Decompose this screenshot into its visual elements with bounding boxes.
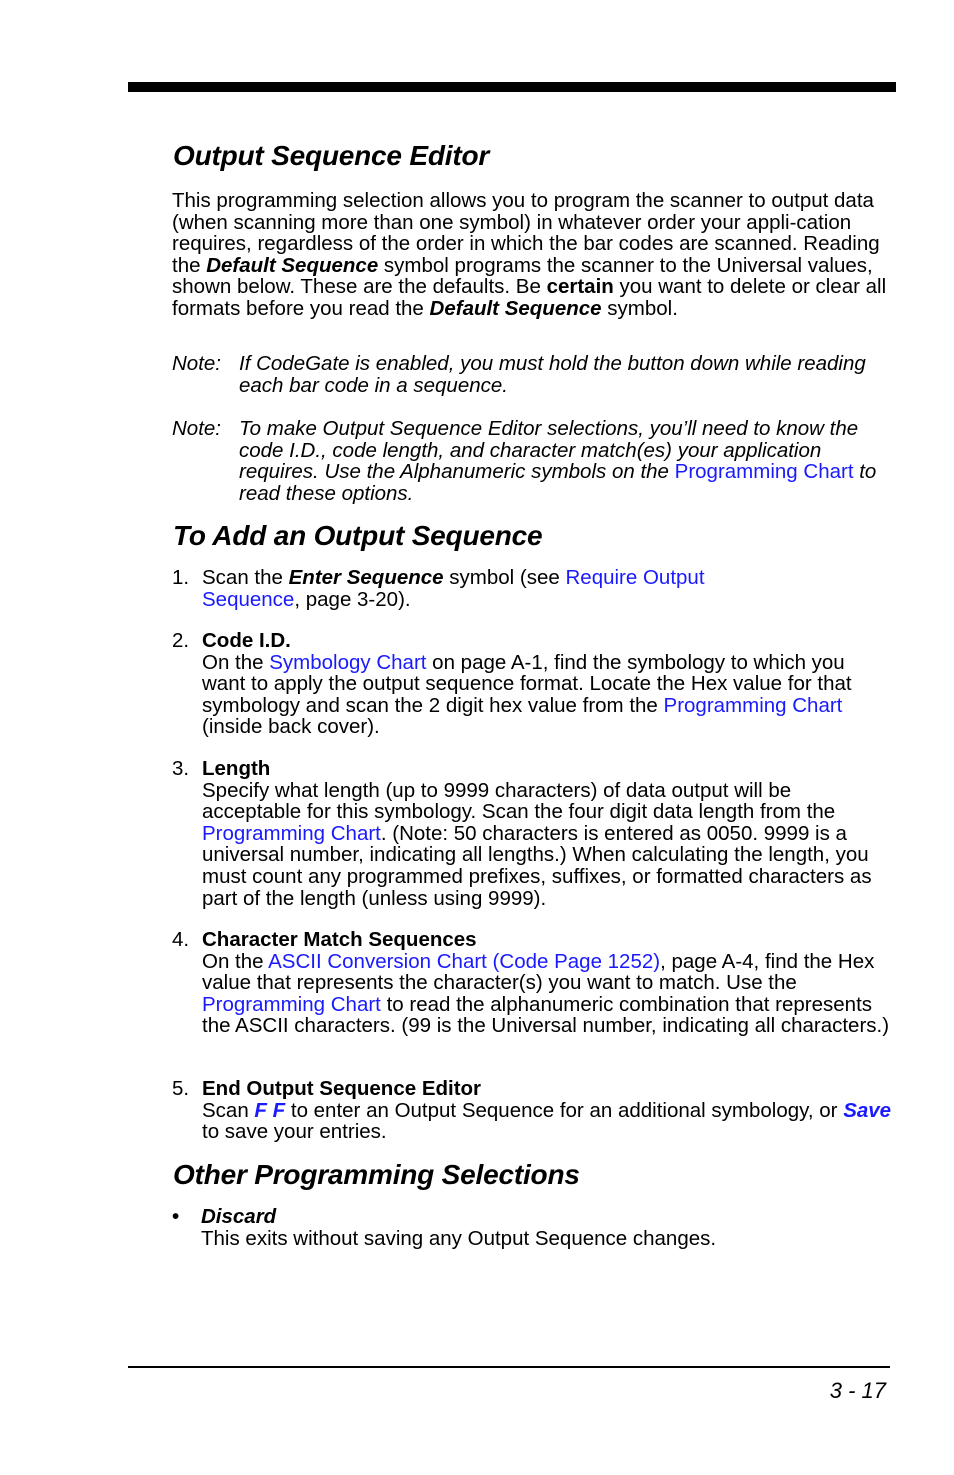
step-text: Specify what length (up to 9999 characters) of data output will be acceptable for this symbology. Scan the four digit data length from the — [202, 778, 836, 824]
default-sequence-term-2: Default Sequence — [429, 296, 602, 320]
intro-paragraph — [172, 190, 892, 320]
step-text: Scan the — [202, 566, 289, 589]
note-codegate — [172, 353, 892, 396]
bullet-body — [201, 1206, 892, 1249]
step-text: (inside back cover). — [202, 715, 380, 739]
step-text: On the — [202, 650, 270, 674]
step-2 — [172, 630, 892, 738]
step-number: 1. — [172, 566, 190, 589]
step-text: Scan — [202, 1098, 255, 1122]
note-selections — [172, 418, 892, 504]
require-output-sequence-link[interactable]: Require Output Sequence — [202, 566, 705, 611]
header-rule — [128, 82, 896, 92]
page-number: 3 - 17 — [829, 1378, 886, 1403]
step-text: , page 3-20). — [294, 587, 411, 611]
step-text: to read the alphanumeric combination that represents the ASCII characters. (99 is the Universal number, indicating all characters.) — [202, 992, 890, 1038]
programming-chart-link[interactable]: Programming Chart — [202, 992, 381, 1016]
note-text: If CodeGate is enabled, you must hold the button down while reading each bar code in a sequence. — [239, 352, 866, 397]
default-sequence-term: Default Sequence — [206, 253, 379, 277]
bullet-discard — [172, 1206, 892, 1249]
step-heading: Code I.D. — [202, 629, 291, 652]
note-text-2: to read these options. — [239, 460, 877, 505]
discard-text: This exits without saving any Output Sequence changes. — [201, 1226, 717, 1250]
symbology-chart-link[interactable]: Symbology Chart — [269, 650, 427, 674]
step-text: symbol (see — [443, 566, 566, 589]
programming-chart-link[interactable]: Programming Chart — [202, 821, 381, 845]
ascii-conversion-chart-link[interactable]: ASCII Conversion Chart (Code Page 1252) — [268, 949, 661, 973]
step-body — [202, 1078, 892, 1143]
step-3 — [172, 758, 892, 909]
section-title-other-programming: Other Programming Selections — [173, 1159, 580, 1190]
step-body — [202, 929, 892, 1037]
programming-chart-link[interactable]: Programming Chart — [674, 460, 854, 484]
step-number: 4. — [172, 928, 190, 951]
step-heading: Character Match Sequences — [202, 928, 477, 951]
bullet-icon: • — [172, 1205, 180, 1228]
intro-text-1: This programming selection allows you to program the scanner to output data (when scanning more than one symbol) in whatever order your appli-cation requires, regardless of the order in which the bar codes are scanned. Reading the — [172, 189, 880, 277]
note-label: Note: — [172, 417, 221, 440]
intro-text-2: symbol programs the scanner to the Universal values, shown below. These are the defaults. Be — [172, 253, 873, 299]
discard-heading: Discard — [201, 1205, 277, 1228]
note-label: Note: — [172, 352, 221, 375]
step-text: to save your entries. — [202, 1120, 387, 1144]
step-body — [202, 758, 892, 909]
ff-link[interactable]: F F — [254, 1098, 286, 1122]
save-link[interactable]: Save — [843, 1098, 892, 1122]
certain-emphasis: certain — [546, 275, 614, 299]
footer-rule — [128, 1366, 890, 1368]
step-text: . (Note: 50 characters is entered as 0050. 9999 is a universal number, indicating all lengths.) When calculating the length, you must count any programmed prefixes, suffixes, or formatted characters as part of the length (unless using 9999). — [202, 821, 872, 910]
section-title-add-output-sequence: To Add an Output Sequence — [173, 520, 543, 551]
step-text: , page A-4, find the Hex value that represents the character(s) you want to match. Use the — [202, 949, 875, 995]
step-number: 3. — [172, 757, 190, 780]
step-heading: End Output Sequence Editor — [202, 1077, 482, 1100]
intro-text-4: symbol. — [601, 296, 678, 320]
enter-sequence-term: Enter Sequence — [288, 566, 444, 589]
intro-text-3: you want to delete or clear all formats before you read the — [172, 275, 887, 320]
step-number: 5. — [172, 1077, 190, 1100]
step-5 — [172, 1078, 892, 1143]
note-text — [239, 418, 892, 504]
step-heading: Length — [202, 757, 271, 780]
step-body — [202, 567, 742, 610]
step-number: 2. — [172, 629, 190, 652]
programming-chart-link[interactable]: Programming Chart — [663, 693, 843, 717]
step-text: to enter an Output Sequence for an additional symbology, or — [285, 1098, 844, 1122]
step-text: on page A-1, find the symbology to which you want to apply the output sequence format. Locate the Hex value for that symbology and scan the 2 digit hex value from the — [202, 650, 852, 717]
step-text: On the — [202, 949, 269, 973]
step-4 — [172, 929, 892, 1037]
section-title-output-sequence-editor: Output Sequence Editor — [173, 140, 490, 171]
step-1 — [172, 567, 892, 610]
step-body — [202, 630, 892, 738]
note-text-1: To make Output Sequence Editor selections, you’ll need to know the code I.D., code length, and character match(es) your application requires. Use the Alphanumeric symbols on the — [239, 417, 859, 484]
